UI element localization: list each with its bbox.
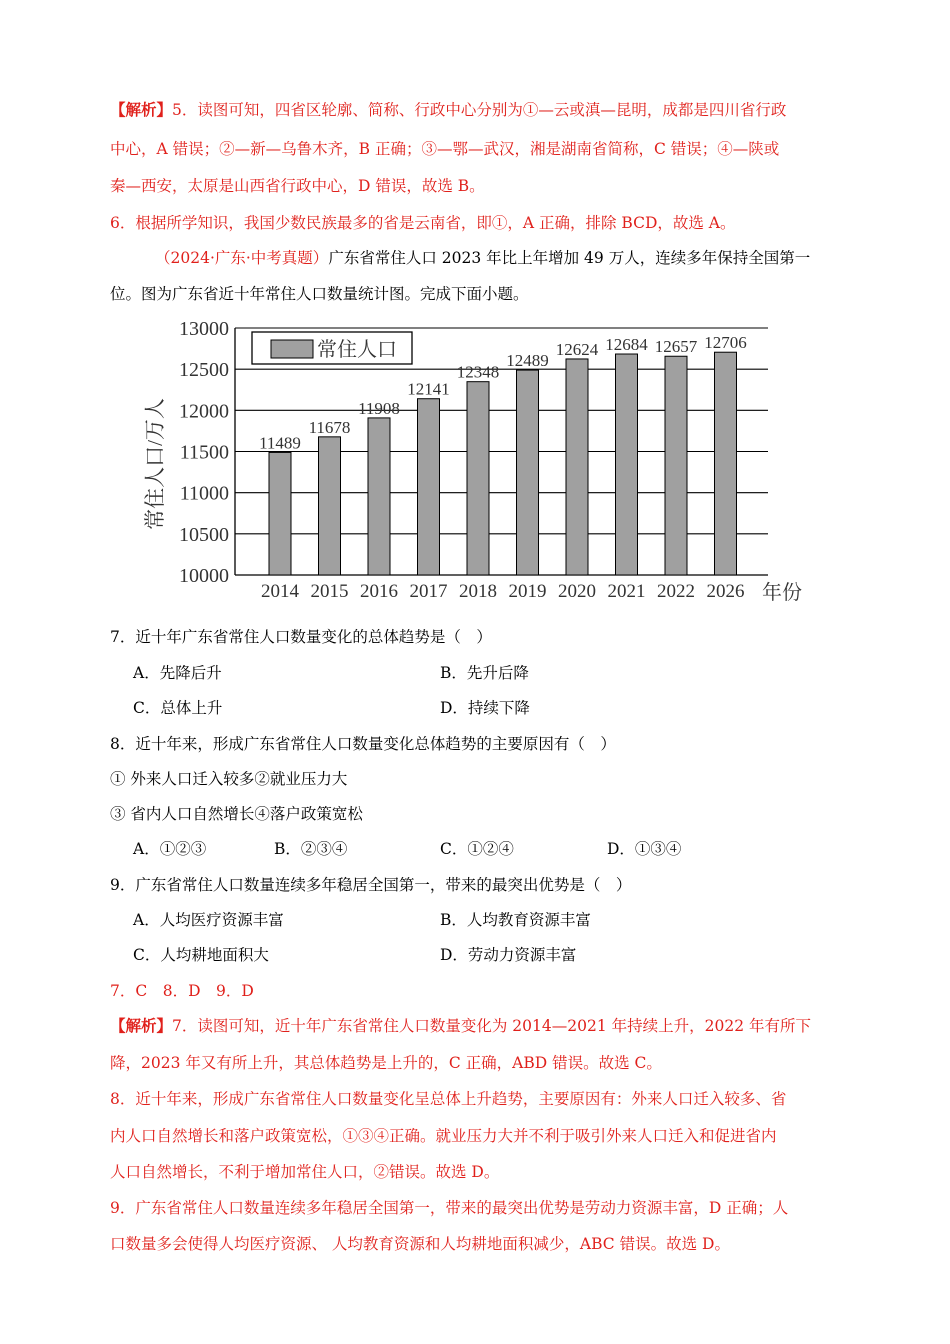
bar (467, 382, 489, 575)
data-label: 12706 (704, 333, 747, 353)
legend-label: 常住人口 (317, 339, 397, 361)
question-intro (155, 247, 890, 269)
analysis-line: 秦—西安，太原是山西省行政中心，D 错误，故选 B。 (110, 177, 485, 195)
analysis-text: 7．读图可知，近十年广东省常住人口数量变化为 2014—2021 年持续上升，2022 年有所下 (172, 1017, 811, 1035)
q9-option-a[interactable]: A．人均医疗资源丰富 (133, 911, 284, 929)
data-label: 12684 (605, 335, 648, 355)
bar (319, 437, 341, 575)
x-tick-label: 2026 (706, 581, 745, 602)
bar (517, 370, 539, 575)
q8-option-c[interactable]: C．①②④ (440, 840, 514, 858)
data-label: 11908 (358, 398, 400, 418)
question-8-stem: 8．近十年来，形成广东省常住人口数量变化总体趋势的主要原因有（ ） (110, 735, 616, 753)
x-tick-label: 2022 (657, 581, 695, 602)
data-label: 11678 (308, 417, 351, 437)
analysis-line: 降，2023 年又有所上升，其总体趋势是上升的，C 正确，ABD 错误。故选 C。 (110, 1054, 662, 1072)
bar (418, 399, 440, 575)
analysis-line (110, 1015, 845, 1037)
y-tick-label: 12000 (179, 400, 229, 423)
q7-option-c[interactable]: C．总体上升 (133, 699, 223, 717)
q8-option-d[interactable]: D．①③④ (607, 840, 682, 858)
y-tick-label: 10500 (179, 523, 229, 546)
analysis-line: 8．近十年来，形成广东省常住人口数量变化呈总体上升趋势，主要原因有：外来人口迁入较多、省 (110, 1090, 787, 1108)
analysis-tag: 【解析】 (110, 1016, 173, 1035)
q8-option-a[interactable]: A．①②③ (133, 840, 207, 858)
data-label: 12489 (506, 351, 549, 371)
q7-option-a[interactable]: A．先降后升 (133, 664, 222, 682)
source-tag: （2024·广东·中考真题） (155, 249, 329, 267)
x-tick-label: 2021 (607, 581, 646, 602)
y-tick-label: 11000 (179, 482, 229, 505)
q9-option-b[interactable]: B．人均教育资源丰富 (440, 911, 591, 929)
data-label: 11489 (259, 433, 301, 453)
data-label: 12348 (456, 362, 500, 382)
bar (616, 354, 638, 575)
bar (269, 452, 291, 575)
x-tick-label: 2020 (558, 581, 596, 602)
bar (368, 418, 390, 575)
data-label: 12657 (654, 337, 698, 357)
x-tick-label: 2018 (459, 581, 497, 602)
analysis-line: 口数量多会使得人均医疗资源、 人均教育资源和人均耕地面积减少，ABC 错误。故选 D。 (110, 1235, 730, 1253)
legend-swatch (271, 340, 313, 358)
y-axis-label: 常住人口/万人 (143, 398, 167, 530)
intro-text: 广东省常住人口 2023 年比上年增加 49 万人，连续多年保持全国第一 (328, 249, 811, 267)
analysis-line: 内人口自然增长和落户政策宽松，①③④正确。就业压力大并不利于吸引外来人口迁入和促进省内 (110, 1127, 777, 1145)
y-tick-label: 13000 (179, 318, 229, 340)
x-tick-label: 2015 (310, 581, 349, 602)
question-7-stem: 7．近十年广东省常住人口数量变化的总体趋势是（ ） (110, 628, 492, 646)
question-9-stem: 9．广东省常住人口数量连续多年稳居全国第一，带来的最突出优势是（ ） (110, 876, 632, 894)
analysis-tag: 【解析】 (110, 100, 173, 119)
x-axis-label: 年份 (762, 582, 802, 604)
data-label: 12624 (555, 339, 599, 359)
analysis-line: 人口自然增长，不利于增加常住人口，②错误。故选 D。 (110, 1163, 500, 1181)
answers: 7．C 8．D 9．D (110, 982, 254, 1000)
data-label: 12141 (407, 379, 450, 399)
analysis-line: 6．根据所学知识，我国少数民族最多的省是云南省，即①，A 正确，排除 BCD，故选 A。 (110, 214, 736, 232)
q8-items-1: ① 外来人口迁入较多②就业压力大 (110, 770, 348, 788)
analysis-line (110, 99, 845, 121)
q8-items-2: ③ 省内人口自然增长④落户政策宽松 (110, 805, 363, 823)
q9-option-c[interactable]: C．人均耕地面积大 (133, 946, 269, 964)
x-tick-label: 2014 (261, 581, 299, 602)
q9-option-d[interactable]: D．劳动力资源丰富 (440, 946, 577, 964)
y-tick-label: 10000 (179, 565, 229, 587)
bar (665, 356, 687, 575)
population-bar-chart (130, 312, 810, 612)
bar (715, 352, 737, 575)
q8-option-b[interactable]: B．②③④ (274, 840, 348, 858)
q7-option-b[interactable]: B．先升后降 (440, 664, 529, 682)
y-tick-label: 12500 (179, 359, 229, 382)
x-tick-label: 2016 (360, 581, 398, 602)
analysis-line: 中心，A 错误；②—新—乌鲁木齐，B 正确；③—鄂—武汉，湘是湖南省简称，C 错误；④—陕或 (110, 140, 780, 158)
analysis-text: 5．读图可知，四省区轮廓、简称、行政中心分别为①—云或滇—昆明，成都是四川省行政 (172, 101, 787, 119)
bar (566, 359, 588, 575)
y-tick-label: 11500 (179, 441, 229, 464)
analysis-line: 9．广东省常住人口数量连续多年稳居全国第一，带来的最突出优势是劳动力资源丰富，D 正确；人 (110, 1199, 789, 1217)
x-tick-label: 2019 (508, 581, 547, 602)
q7-option-d[interactable]: D．持续下降 (440, 699, 530, 717)
x-tick-label: 2017 (409, 581, 448, 602)
question-intro: 位。图为广东省近十年常住人口数量统计图。完成下面小题。 (110, 285, 529, 303)
